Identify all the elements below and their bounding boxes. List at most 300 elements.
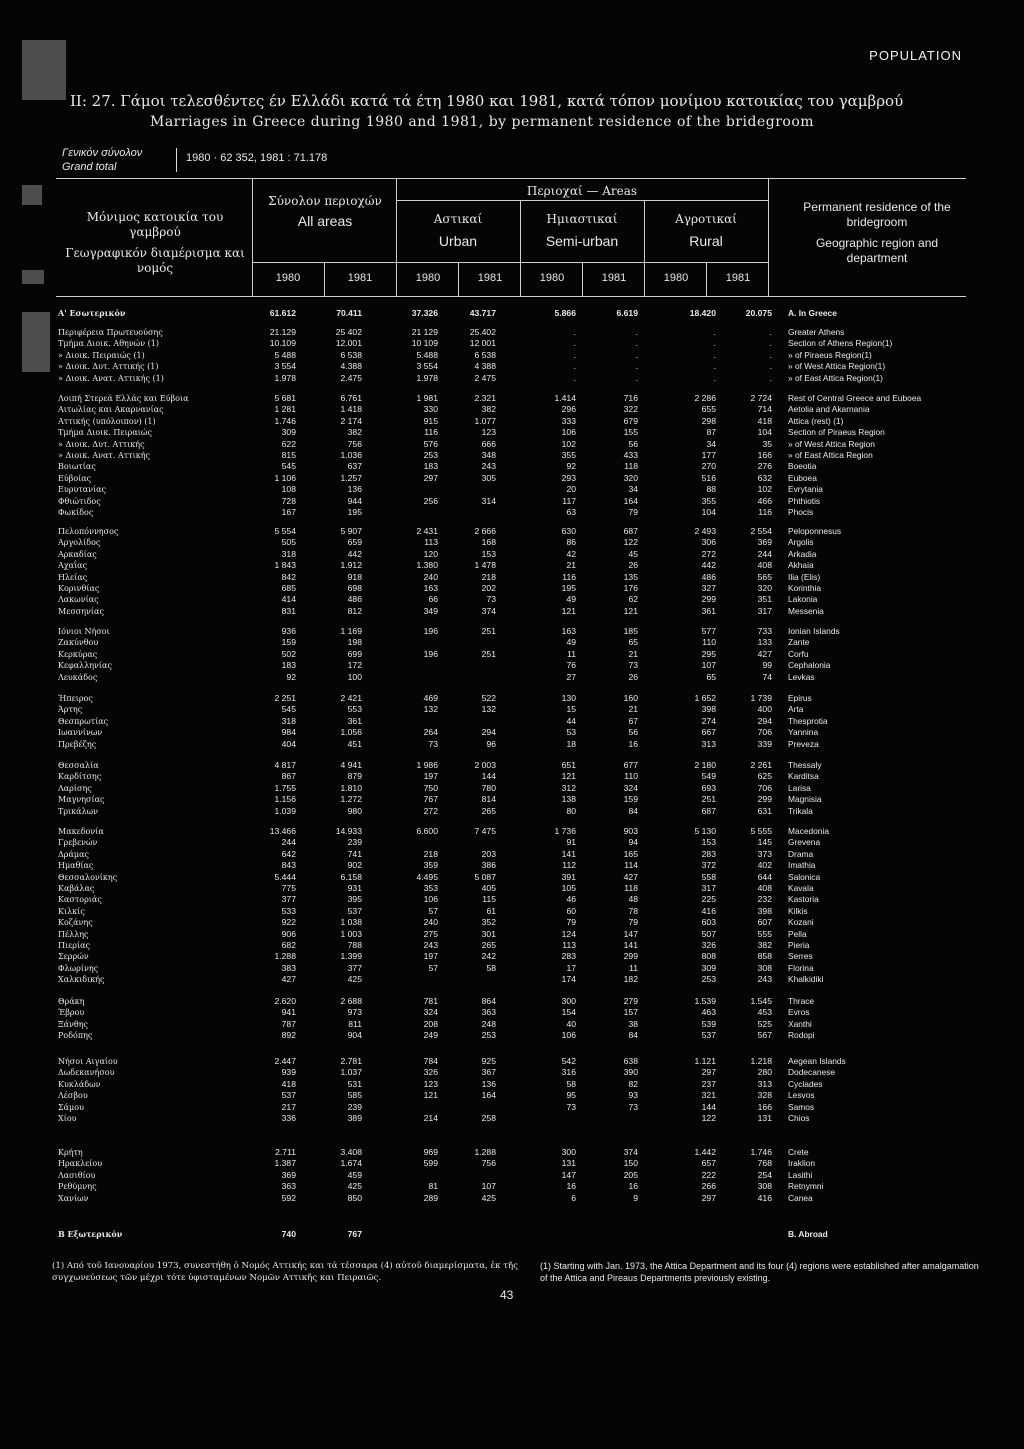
table-cell: 2.781 [340,1056,362,1066]
table-cell: 414 [281,594,296,605]
row-label-greek: Νήσοι Αιγαίου [58,1057,118,1066]
table-cell: 644 [757,871,772,882]
table-cell: 565 [757,571,772,582]
table-cell: 133 [757,637,772,648]
year-header: 1981 [601,272,627,284]
table-cell: 18.420 [689,308,716,318]
table-cell: 308 [757,962,772,973]
table-row [0,1030,1024,1041]
table-title-english: Marriages in Greece during 1980 and 1981, by permanent residence of the bridegroom [150,114,815,130]
table-cell: 5 130 [694,826,716,836]
row-label-greek: Εύβοίας [58,473,92,483]
table-cell: 549 [701,771,716,782]
table-cell: 110 [702,637,716,648]
table-cell: 183 [423,461,438,472]
row-label-english: Evrytania [788,484,823,495]
table-cell: 740 [281,1229,296,1239]
table-cell: 915 [423,415,438,426]
table-cell: 176 [623,582,638,593]
table-cell: 1.257 [340,472,362,483]
table-row [0,1193,1024,1204]
table-cell: 780 [481,782,496,793]
table-cell: 243 [757,974,772,985]
table-cell: 79 [628,917,638,928]
table-cell: 232 [757,894,772,905]
row-label-greek: » Διοικ. Ανατ. Αττικής [58,450,150,460]
table-cell: 300 [561,1147,576,1157]
table-row [0,361,1024,372]
row-label-english: Zante [788,637,810,648]
row-label-greek: Χανίων [58,1193,89,1203]
table-cell: 1 986 [416,760,438,770]
column-header-rural-en: Rural [689,233,723,249]
table-cell: 386 [481,860,496,871]
row-label-english: Ilia (Elis) [788,571,821,582]
table-cell: 62 [628,594,638,605]
table-cell: 5.866 [554,308,576,318]
table-cell: 299 [701,594,716,605]
table-cell: 10 109 [411,338,438,349]
table-cell: 35 [762,438,772,449]
table-cell: 73 [628,1101,638,1112]
row-label-english: Preveza [788,738,819,749]
header-divider [252,178,253,296]
row-label-english: Levkas [788,671,815,682]
table-cell: 107 [701,660,716,671]
table-cell: 408 [757,560,772,571]
table-cell: 214 [423,1112,438,1123]
table-cell: 377 [347,962,362,973]
table-cell: 280 [757,1067,772,1078]
table-cell: 1.380 [416,560,438,571]
row-label-english: Yannina [788,727,819,738]
table-row [0,963,1024,974]
row-label-greek: Ροδόπης [58,1031,93,1041]
table-cell: 4 941 [340,760,362,770]
table-cell: 4 388 [474,361,496,372]
row-label-greek: Πελοπόννησος [58,527,119,536]
table-row [0,560,1024,571]
table-cell: 1.442 [694,1147,716,1157]
table-row [0,860,1024,871]
table-cell: 361 [701,605,716,616]
row-label-greek: Κεφαλληνίας [58,661,112,671]
table-cell: 298 [701,415,716,426]
table-cell: 144 [701,1101,716,1112]
table-cell: . [573,361,576,372]
table-cell: 811 [348,1018,362,1029]
table-cell: 167 [281,506,296,517]
table-cell: 906 [281,928,296,939]
table-cell: 369 [757,537,772,548]
header-divider [458,262,459,296]
table-cell: 73 [628,660,638,671]
table-cell: 26 [628,671,638,682]
table-cell: 141 [623,939,638,950]
table-cell: 555 [757,928,772,939]
table-cell: 205 [623,1169,638,1180]
areas-rule [396,200,768,201]
row-label-greek: Δράμας [58,849,89,859]
table-cell: 936 [281,626,296,636]
column-header-semi-en: Semi-urban [545,233,619,249]
table-cell: 266 [701,1181,716,1192]
table-cell: 182 [623,974,638,985]
table-cell: 2 421 [340,693,362,703]
table-cell: 21 [566,560,576,571]
table-cell: 239 [347,837,362,848]
table-cell: 348 [481,449,496,460]
table-cell: 767 [423,794,438,805]
table-cell: 57 [428,962,438,973]
table-cell: 4.388 [340,361,362,372]
table-cell: 135 [623,571,638,582]
table-cell: 258 [481,1112,496,1123]
row-label-english: Peloponnesus [788,526,842,536]
table-cell: 395 [347,894,362,905]
table-cell: 1.414 [554,393,576,403]
table-cell: 516 [701,472,716,483]
table-cell: 537 [701,1030,716,1041]
table-cell: 352 [481,917,496,928]
table-cell: 400 [757,704,772,715]
table-cell: 425 [347,1181,362,1192]
table-cell: 253 [701,974,716,985]
row-label-english: Dodecanese [788,1067,836,1078]
row-label-greek: Αρκαδίας [58,549,97,559]
table-cell: 5 488 [274,349,296,360]
table-cell: 330 [423,404,438,415]
table-cell: 61.612 [269,308,296,318]
table-cell: 49 [566,594,576,605]
table-cell: 114 [624,860,638,871]
table-cell: 248 [481,1018,496,1029]
table-cell: 592 [281,1192,296,1203]
scan-artifact [22,270,44,284]
row-label-greek: Θεσσαλονίκης [58,872,118,882]
table-cell: 326 [423,1067,438,1078]
table-cell: 539 [701,1018,716,1029]
row-label-greek: Τμήμα Διοικ. Αθηνών (1) [58,339,159,349]
row-label-english: Aetolia and Akarnania [788,404,870,415]
table-cell: 383 [281,962,296,973]
table-row [0,660,1024,671]
row-label-greek: Άρτης [58,705,83,715]
row-label-english: Iraklion [788,1158,815,1169]
table-cell: 607 [757,917,772,928]
row-label-english: Section of Athens Region(1) [788,338,893,349]
table-cell: 858 [757,951,772,962]
table-cell: 1.156 [274,794,296,805]
table-cell: 106 [561,427,576,438]
table-cell: 174 [561,974,576,985]
table-cell: 507 [701,928,716,939]
table-cell: 20 [566,484,576,495]
row-label-greek: Θεσσαλία [58,761,99,770]
table-row [0,894,1024,905]
table-cell: 453 [757,1007,772,1018]
table-cell: 2 431 [416,526,438,536]
table-cell: 941 [281,1007,296,1018]
table-cell: 902 [347,860,362,871]
row-label-greek: Ήπειρος [58,694,93,703]
table-cell: . [635,372,638,383]
row-label-greek: Βοιωτίας [58,462,96,472]
table-cell: 1.056 [340,727,362,738]
table-cell: 363 [481,1007,496,1018]
table-cell: 427 [757,648,772,659]
table-cell: 317 [757,605,772,616]
row-label-greek: » Διοικ. Δυτ. Αττικής [58,439,145,449]
table-cell: 300 [561,996,576,1006]
table-row [0,549,1024,560]
row-label-english: Samos [788,1101,815,1112]
table-cell: 11 [567,648,576,659]
table-cell: 138 [561,794,576,805]
table-cell: 2.447 [274,1056,296,1066]
table-cell: 117 [562,495,576,506]
row-label-greek: Κιλκίς [58,906,85,916]
table-cell: 118 [624,461,638,472]
table-cell: 1 003 [340,928,362,939]
page-number: 43 [500,1288,514,1302]
scan-artifact [22,40,66,100]
row-label-english: Korinthia [788,582,822,593]
table-cell: 95 [566,1090,576,1101]
table-cell: 922 [281,917,296,928]
table-row [0,883,1024,894]
table-cell: 1.039 [274,805,296,816]
table-cell: 2 261 [750,760,772,770]
table-row [0,594,1024,605]
table-cell: 202 [481,582,496,593]
table-cell: 2 554 [750,526,772,536]
table-cell: 5 681 [274,393,296,403]
table-section [0,626,1024,683]
row-label-greek: Σάμου [58,1102,84,1112]
table-cell: 84 [628,1030,638,1041]
table-cell: 157 [623,1007,638,1018]
table-cell: 382 [481,404,496,415]
table-cell: 716 [623,393,638,403]
row-label-english: Phocis [788,506,814,517]
row-label-english: Attica (rest) (1) [788,415,844,426]
table-cell: 1.037 [340,1067,362,1078]
table-cell: 3.408 [340,1147,362,1157]
table-cell: . [769,361,772,372]
table-cell: 6 [571,1192,576,1203]
table-cell: 918 [347,571,362,582]
table-cell: 767 [347,1229,362,1239]
table-cell: 9 [633,1192,638,1203]
table-cell: 265 [481,939,496,950]
row-label-greek: Ηλείας [58,572,88,582]
table-cell: 196 [423,626,438,636]
table-cell: 105 [561,882,576,893]
table-cell: 374 [623,1147,638,1157]
row-label-greek: Κορινθίας [58,583,100,593]
row-label-english: Canea [788,1192,813,1203]
table-cell: . [713,338,716,349]
table-cell: . [713,361,716,372]
table-cell: 390 [623,1067,638,1078]
table-cell: . [573,327,576,337]
table-cell: 522 [481,693,496,703]
row-label-english: » of Piraeus Region(1) [788,349,872,360]
table-cell: 297 [701,1192,716,1203]
row-label-english: Pieria [788,939,810,950]
table-section [0,760,1024,817]
row-label-english: Cephalonia [788,660,831,671]
table-cell: 13.466 [269,826,296,836]
table-cell: 427 [281,974,296,985]
table-row [0,704,1024,715]
table-cell: 21 129 [411,327,438,337]
table-cell: 10.109 [269,338,296,349]
table-cell: 553 [347,704,362,715]
table-cell: 404 [281,738,296,749]
table-cell: 542 [561,1056,576,1066]
table-cell: 301 [481,928,496,939]
table-cell: 469 [423,693,438,703]
row-label-english: Greater Athens [788,327,845,337]
header-divider [324,262,325,296]
table-cell: 94 [628,837,638,848]
table-cell: . [713,349,716,360]
table-cell: 253 [481,1030,496,1041]
table-cell: 6 538 [474,349,496,360]
row-label-greek: Ηρακλείου [58,1159,103,1169]
table-cell: 299 [757,794,772,805]
table-row [0,1090,1024,1101]
table-cell: 545 [281,704,296,715]
table-cell: . [713,327,716,337]
table-cell: . [573,349,576,360]
table-cell: 3 554 [274,361,296,372]
table-cell: . [635,361,638,372]
row-label-greek: Μαγνησίας [58,795,105,805]
table-cell: 40 [566,1018,576,1029]
table-cell: 56 [628,727,638,738]
table-cell: 831 [281,605,296,616]
row-label-greek: Μεσσηνίας [58,606,104,616]
table-cell: 73 [428,738,438,749]
year-header: 1980 [663,272,689,284]
table-cell: 61 [486,905,496,916]
row-label-english: Akhaia [788,560,814,571]
table-cell: . [635,338,638,349]
table-row [0,507,1024,518]
table-cell: 5 907 [340,526,362,536]
footnote-english: (1) Starting with Jan. 1973, the Attica Department and its four (4) regions were established after amalgamation of the Attica and Pireaus Departments previously existing. [540,1261,979,1283]
table-cell: 81 [428,1181,438,1192]
table-cell: 2 724 [750,393,772,403]
table-cell: 283 [701,848,716,859]
table-cell: 21.129 [269,327,296,337]
row-label-greek: Λέσβου [58,1091,88,1101]
table-cell: 659 [347,537,362,548]
table-cell: 256 [423,495,438,506]
table-cell: 682 [281,939,296,950]
table-cell: 533 [281,905,296,916]
table-cell: . [573,372,576,383]
table-cell: 685 [281,582,296,593]
row-label-greek: Λευκάδος [58,672,98,682]
table-cell: 939 [281,1067,296,1078]
table-cell: 196 [423,648,438,659]
table-cell: 892 [281,1030,296,1041]
row-label-english: Kastoria [788,894,819,905]
table-cell: 324 [423,1007,438,1018]
table-cell: 243 [423,939,438,950]
table-row [0,1056,1024,1067]
table-cell: 296 [561,404,576,415]
table-section [0,826,1024,985]
row-label-greek: Β Εξωτερικόν [58,1229,123,1239]
table-cell: 243 [481,461,496,472]
table-cell: 244 [757,548,772,559]
table-cell: 706 [757,727,772,738]
row-label-greek: Κυκλάδων [58,1079,101,1089]
table-cell: 5.444 [274,871,296,882]
table-cell: 355 [701,495,716,506]
row-label-greek: Δωδεκανήσου [58,1068,115,1078]
table-cell: 525 [757,1018,772,1029]
table-cell: 693 [701,782,716,793]
table-cell: 1.539 [694,996,716,1006]
table-section [0,308,1024,319]
table-cell: 706 [757,782,772,793]
table-cell: 131 [757,1112,772,1123]
table-cell: 120 [423,548,438,559]
row-label-greek: Λαρίσης [58,783,92,793]
table-cell: 577 [701,626,716,636]
table-cell: 150 [623,1158,638,1169]
table-cell: 123 [481,427,496,438]
page-header: POPULATION [869,48,962,63]
table-cell: 6.600 [416,826,438,836]
table-row [0,649,1024,660]
table-cell: 2 493 [694,526,716,536]
header-bottom-rule [56,296,966,297]
table-cell: 42 [566,548,576,559]
table-cell: 203 [481,848,496,859]
table-cell: 655 [701,404,716,415]
table-cell: 38 [628,1018,638,1029]
table-cell: 531 [347,1078,362,1089]
table-cell: 814 [481,794,496,805]
table-cell: 374 [481,605,496,616]
table-cell: 903 [623,826,638,836]
table-cell: 973 [347,1007,362,1018]
table-cell: 163 [423,582,438,593]
table-cell: 297 [423,472,438,483]
table-cell: 486 [701,571,716,582]
year-header: 1981 [725,272,751,284]
table-cell: 781 [423,996,438,1006]
table-cell: 321 [701,1090,716,1101]
table-cell: 2 003 [474,760,496,770]
table-cell: 353 [423,882,438,893]
table-cell: 107 [481,1181,496,1192]
table-cell: . [713,372,716,383]
table-cell: 195 [347,506,362,517]
table-cell: 122 [701,1112,716,1123]
column-header-region-gr: Γεωγραφικόν διαμέρισμα και νομός [65,246,245,275]
table-row [0,940,1024,951]
table-cell: 5.488 [416,349,438,360]
table-section [0,1229,1024,1240]
